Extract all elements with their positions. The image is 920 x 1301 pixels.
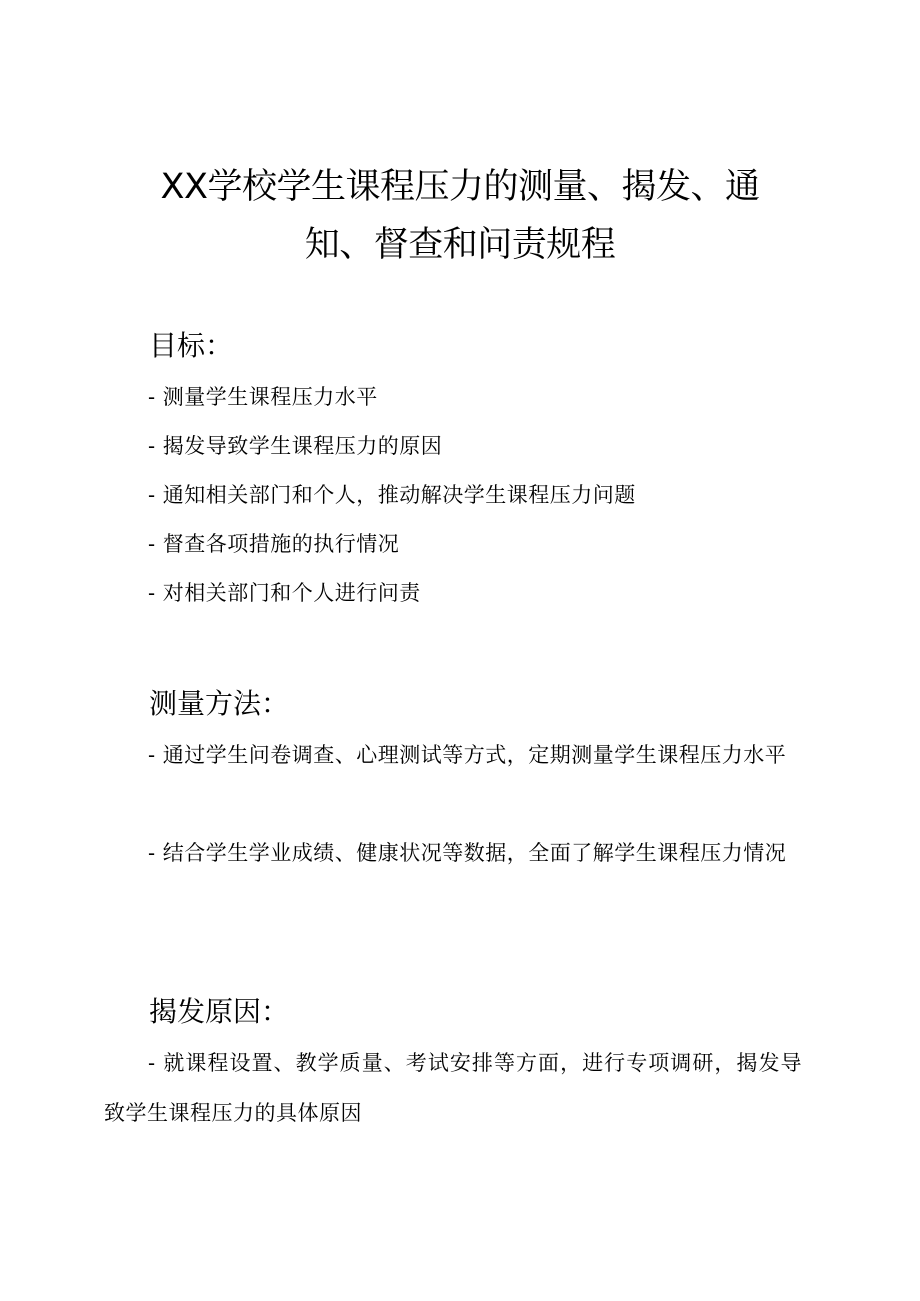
goal-item: - 揭发导致学生课程压力的原因 — [148, 434, 443, 458]
method-paragraph: - 通过学生问卷调查、心理测试等方式，定期测量学生课程压力水平 — [148, 743, 787, 767]
title-line-2: 知、督查和问责规程 — [304, 225, 616, 265]
section-heading-causes: 揭发原因： — [149, 995, 290, 1028]
document-title — [104, 158, 816, 274]
section-heading-methods: 测量方法： — [149, 687, 290, 720]
cause-paragraph: - 就课程设置、教学质量、考试安排等方面，进行专项调研，揭发导致学生课程压力的具体原因 — [104, 1051, 802, 1125]
goal-item: - 督查各项措施的执行情况 — [148, 532, 400, 556]
section-heading-goals: 目标： — [149, 329, 234, 362]
title-line-1: XX学校学生课程压力的测量、揭发、通 — [160, 167, 760, 207]
goal-item: - 通知相关部门和个人，推动解决学生课程压力问题 — [148, 483, 636, 507]
goal-item: - 测量学生课程压力水平 — [148, 385, 378, 409]
goal-item: - 对相关部门和个人进行问责 — [148, 581, 421, 605]
method-paragraph: - 结合学生学业成绩、健康状况等数据，全面了解学生课程压力情况 — [148, 841, 787, 865]
